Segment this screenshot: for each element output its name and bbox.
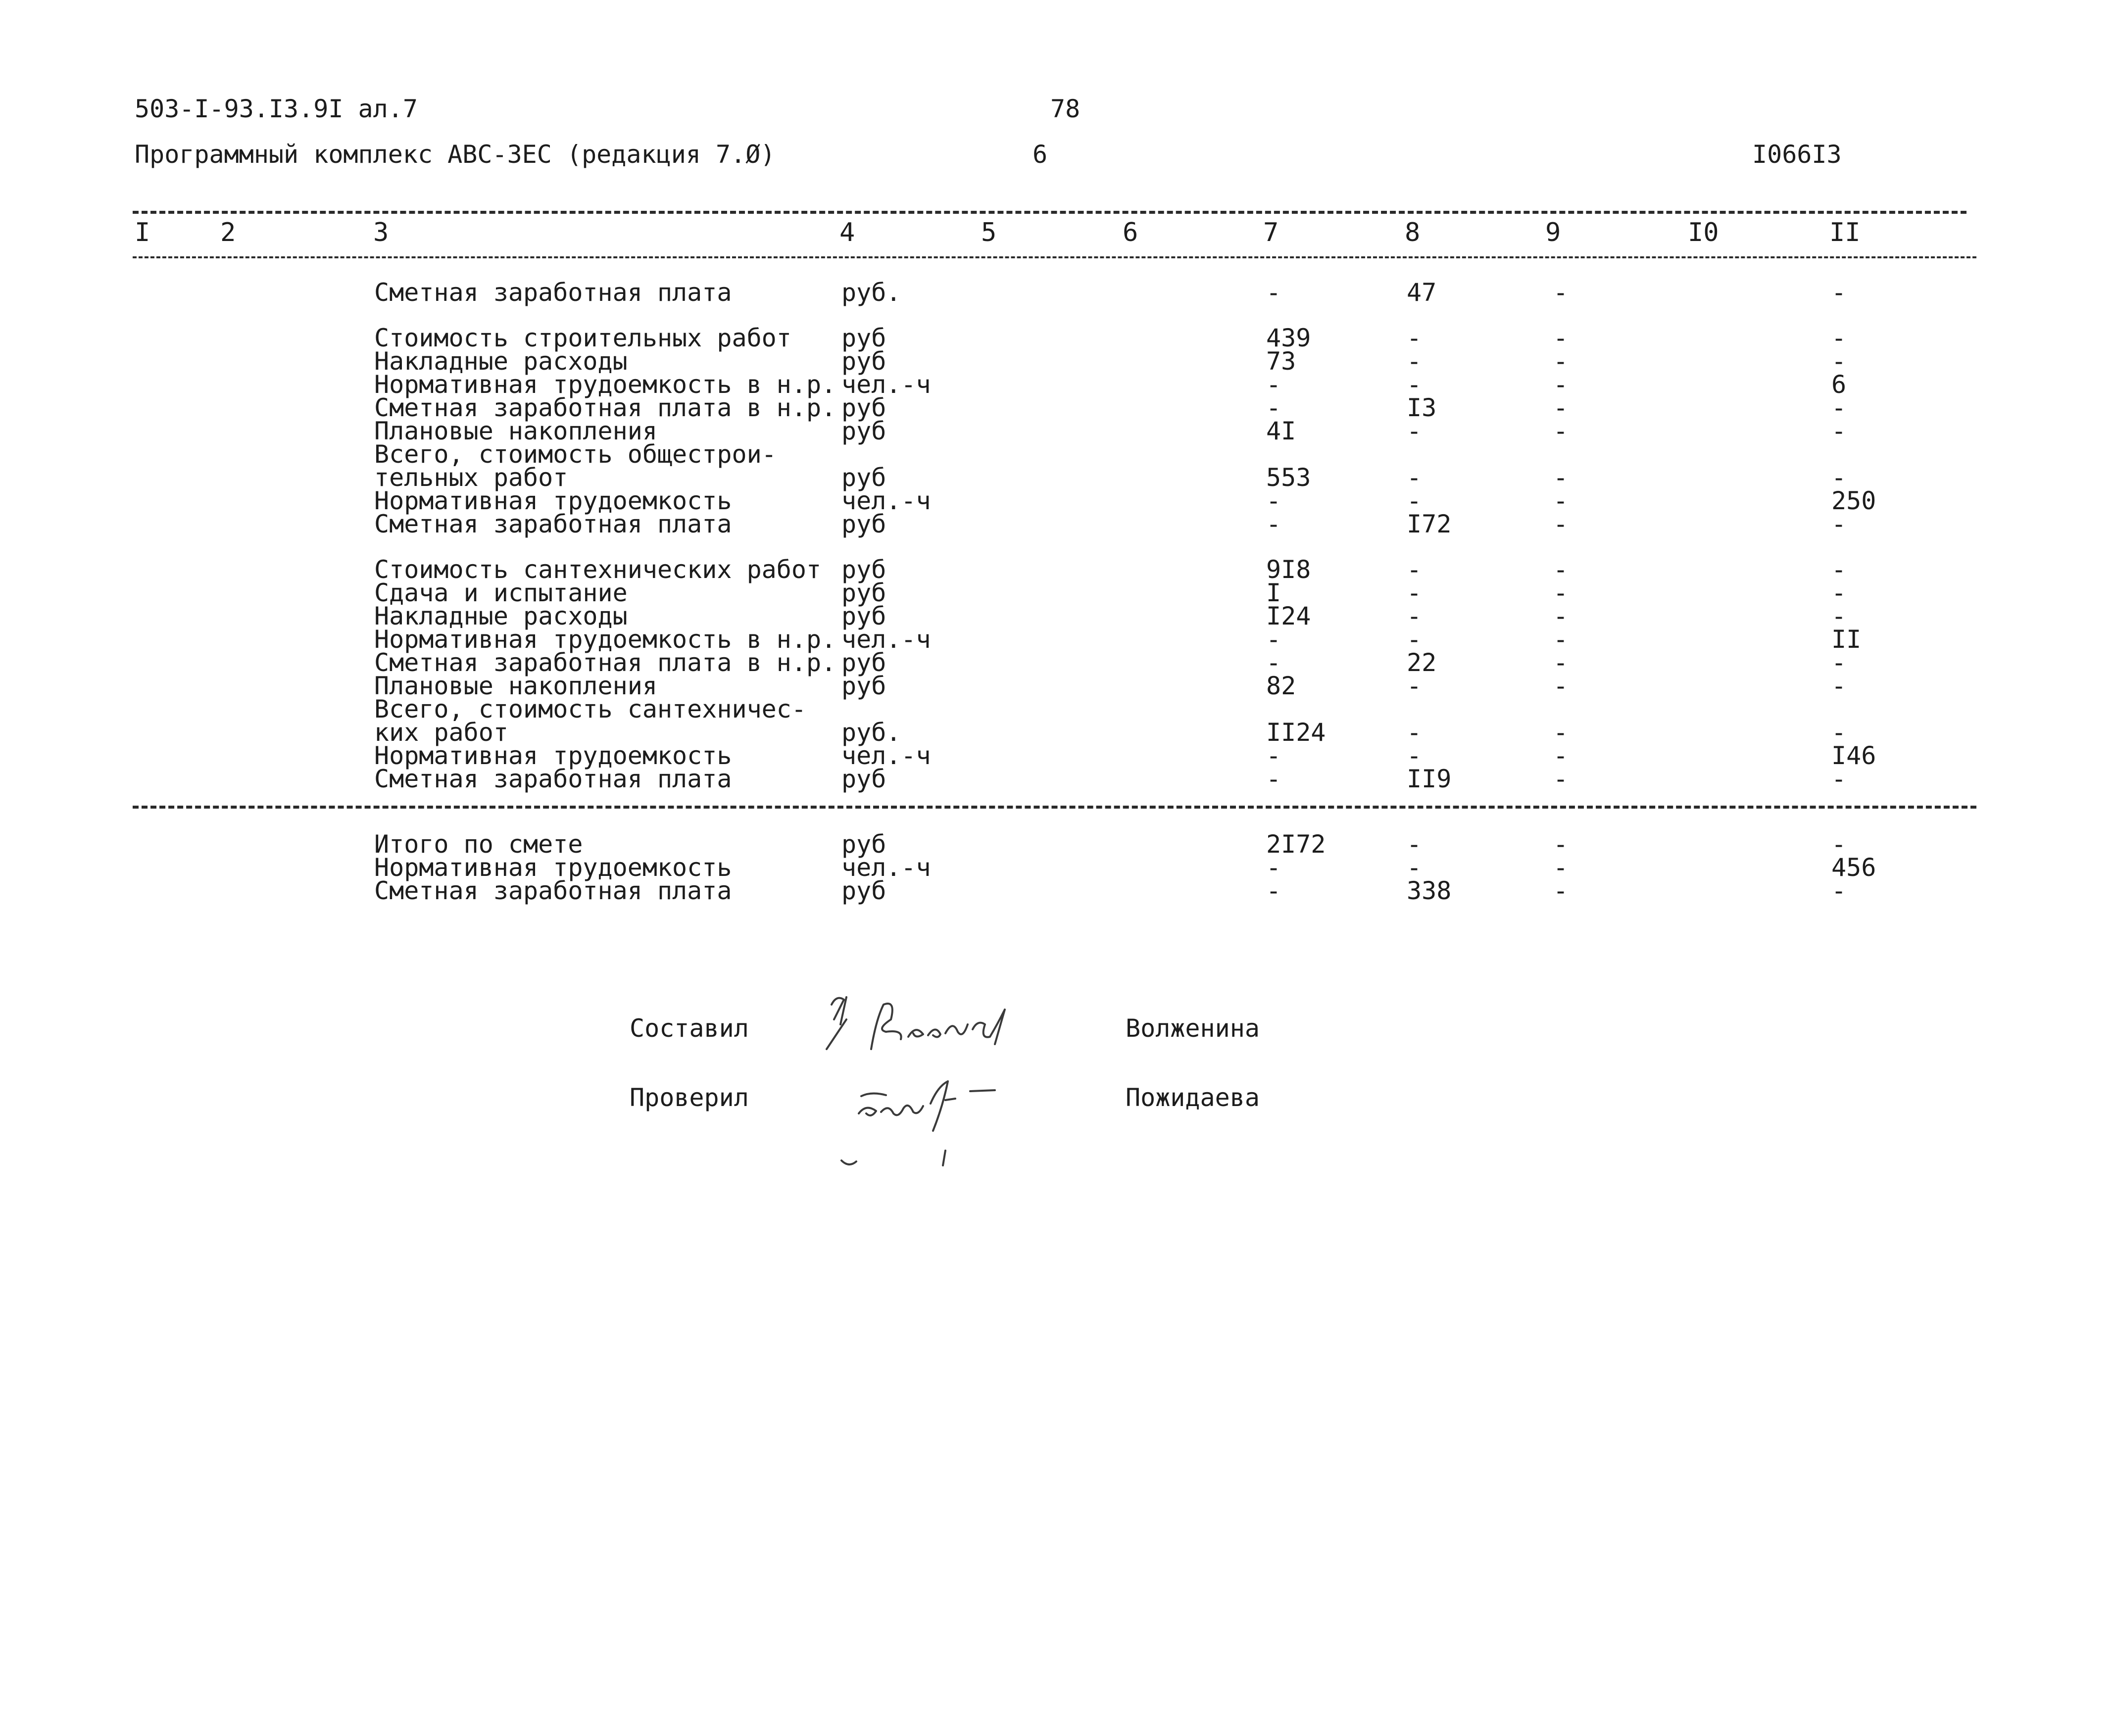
cell-col8: I72 — [1407, 510, 1452, 538]
column-number-7: 7 — [1263, 218, 1279, 247]
row-unit: руб — [841, 324, 886, 352]
cell-col11: - — [1831, 463, 1847, 492]
cell-col8: - — [1407, 463, 1422, 492]
row-unit: руб — [841, 648, 886, 677]
cell-col9: - — [1553, 741, 1569, 770]
column-number-8: 8 — [1405, 218, 1421, 247]
row-name: Плановые накопления — [374, 672, 657, 700]
sheet-number: 6 — [1032, 140, 1048, 169]
row-name: Нормативная трудоемкость в н.р. — [374, 625, 836, 654]
row-unit: руб — [841, 579, 886, 607]
row-name: Накладные расходы — [374, 347, 628, 376]
table-row — [0, 602, 2114, 630]
cell-col9: - — [1553, 579, 1569, 607]
cell-col8: - — [1407, 625, 1422, 654]
cell-col7: - — [1266, 370, 1281, 399]
cell-col11: - — [1831, 672, 1847, 700]
table-row — [0, 555, 2114, 584]
cell-col11: 250 — [1831, 486, 1876, 515]
table-row — [0, 440, 2114, 469]
row-name: Сметная заработная плата в н.р. — [374, 393, 836, 422]
compiled-label: Составил — [630, 1014, 749, 1043]
row-unit: чел.-ч — [841, 370, 931, 399]
table-row — [0, 672, 2114, 700]
row-name: Сметная заработная плата в н.р. — [374, 648, 836, 677]
row-unit: руб — [841, 463, 886, 492]
cell-col9: - — [1553, 393, 1569, 422]
cell-col8: 338 — [1407, 876, 1452, 905]
cell-col8: - — [1407, 830, 1422, 859]
cell-col11: - — [1831, 347, 1847, 376]
header-bottom-rule — [133, 256, 1976, 258]
cell-col7: - — [1266, 648, 1281, 677]
row-name: Стоимость строительных работ — [374, 324, 791, 352]
row-unit: руб. — [841, 278, 901, 307]
cell-col9: - — [1553, 672, 1569, 700]
table-row — [0, 347, 2114, 376]
row-name: Сметная заработная плата — [374, 876, 732, 905]
table-row — [0, 581, 2114, 605]
cell-col7: 82 — [1266, 672, 1296, 700]
cell-col7: 553 — [1266, 463, 1311, 492]
total-separator-rule — [133, 806, 1976, 809]
cell-col8: 47 — [1407, 278, 1437, 307]
row-name: Сметная заработная плата — [374, 765, 732, 793]
column-number-9: 9 — [1545, 218, 1561, 247]
cell-col7: 4I — [1266, 417, 1296, 445]
cell-col7: 9I8 — [1266, 555, 1311, 584]
table-row — [0, 370, 2114, 399]
row-name: Всего, стоимость общестрои- — [374, 440, 777, 469]
cell-col9: - — [1553, 625, 1569, 654]
table-row — [0, 393, 2114, 422]
handwritten-signature-checked — [832, 1076, 1020, 1175]
row-unit: руб — [841, 347, 886, 376]
program-title: Программный комплекс АВС-3ЕС (редакция 7.Ø) — [135, 140, 776, 169]
cell-col8: - — [1407, 417, 1422, 445]
cell-col7: I — [1266, 579, 1281, 607]
cell-col8: - — [1407, 324, 1422, 352]
document-id: I066I3 — [1752, 140, 1842, 169]
row-unit: руб — [841, 417, 886, 445]
cell-col11: - — [1831, 579, 1847, 607]
cell-col7: - — [1266, 853, 1281, 882]
row-unit: руб — [841, 510, 886, 538]
row-unit: чел.-ч — [841, 853, 931, 882]
cell-col7: - — [1266, 510, 1281, 538]
cell-col9: - — [1553, 278, 1569, 307]
table-row — [0, 486, 2114, 515]
row-unit: руб — [841, 555, 886, 584]
row-name: Итого по смете — [374, 830, 583, 859]
cell-col11: II — [1831, 625, 1862, 654]
cell-col9: - — [1553, 463, 1569, 492]
row-unit: чел.-ч — [841, 486, 931, 515]
cell-col7: - — [1266, 625, 1281, 654]
cell-col8: - — [1407, 370, 1422, 399]
cell-col11: - — [1831, 278, 1847, 307]
cell-col7: - — [1266, 486, 1281, 515]
cell-col9: - — [1553, 648, 1569, 677]
cell-col8: - — [1407, 579, 1422, 607]
row-name: Нормативная трудоемкость — [374, 853, 732, 882]
cell-col11: - — [1831, 765, 1847, 793]
cell-col9: - — [1553, 347, 1569, 376]
cell-col9: - — [1553, 718, 1569, 747]
table-row — [0, 463, 2114, 492]
handwritten-signature-compiled — [817, 990, 1025, 1064]
cell-col9: - — [1553, 417, 1569, 445]
cell-col9: - — [1553, 602, 1569, 630]
cell-col9: - — [1553, 324, 1569, 352]
row-unit: руб — [841, 672, 886, 700]
cell-col8: II9 — [1407, 765, 1452, 793]
cell-col8: - — [1407, 555, 1422, 584]
cell-col9: - — [1553, 370, 1569, 399]
table-row — [0, 718, 2114, 747]
cell-col9: - — [1553, 555, 1569, 584]
cell-col8: - — [1407, 741, 1422, 770]
row-unit: чел.-ч — [841, 625, 931, 654]
row-name: ких работ — [374, 718, 508, 747]
compiled-name: Волженина — [1126, 1014, 1260, 1043]
cell-col11: - — [1831, 876, 1847, 905]
table-row — [0, 695, 2114, 723]
row-unit: руб — [841, 602, 886, 630]
cell-col9: - — [1553, 853, 1569, 882]
cell-col7: 73 — [1266, 347, 1296, 376]
row-unit: руб. — [841, 718, 901, 747]
cell-col11: 456 — [1831, 853, 1876, 882]
cell-col8: I3 — [1407, 393, 1437, 422]
row-unit: руб — [841, 765, 886, 793]
checked-label: Проверил — [630, 1083, 749, 1112]
table-row — [0, 417, 2114, 445]
cell-col8: - — [1407, 853, 1422, 882]
cell-col8: - — [1407, 602, 1422, 630]
cell-col9: - — [1553, 486, 1569, 515]
row-name: Сметная заработная плата — [374, 510, 732, 538]
cell-col8: - — [1407, 672, 1422, 700]
cell-col11: - — [1831, 555, 1847, 584]
cell-col8: - — [1407, 718, 1422, 747]
row-unit: чел.-ч — [841, 741, 931, 770]
cell-col11: - — [1831, 648, 1847, 677]
table-row — [0, 741, 2114, 770]
table-row — [0, 765, 2114, 793]
cell-col7: - — [1266, 876, 1281, 905]
cell-col9: - — [1553, 830, 1569, 859]
cell-col11: I46 — [1831, 741, 1876, 770]
cell-col8: 22 — [1407, 648, 1437, 677]
row-name: Сметная заработная плата — [374, 278, 732, 307]
table-row — [0, 648, 2114, 677]
document-code: 503-I-93.I3.9I ал.7 — [135, 95, 418, 123]
row-unit: руб — [841, 393, 886, 422]
row-name: Плановые накопления — [374, 417, 657, 445]
row-name: Сдача и испытание — [374, 579, 628, 607]
cell-col7: 2I72 — [1266, 830, 1326, 859]
cell-col11: - — [1831, 417, 1847, 445]
cell-col11: - — [1831, 324, 1847, 352]
column-number-10: I0 — [1688, 218, 1719, 247]
cell-col8: - — [1407, 486, 1422, 515]
column-number-2: 2 — [220, 218, 236, 247]
table-row — [0, 324, 2114, 352]
table-row — [0, 510, 2114, 538]
cell-col7: - — [1266, 765, 1281, 793]
table-row — [0, 876, 2114, 905]
row-name: Нормативная трудоемкость — [374, 741, 732, 770]
cell-col11: - — [1831, 510, 1847, 538]
row-name: Накладные расходы — [374, 602, 628, 630]
cell-col11: 6 — [1831, 370, 1847, 399]
cell-col11: - — [1831, 830, 1847, 859]
cell-col11: - — [1831, 393, 1847, 422]
table-top-rule — [133, 211, 1967, 214]
row-name: Стоимость сантехнических работ — [374, 555, 822, 584]
table-row — [0, 853, 2114, 882]
table-row — [0, 278, 2114, 307]
row-unit: руб — [841, 876, 886, 905]
cell-col7: I24 — [1266, 602, 1311, 630]
cell-col9: - — [1553, 765, 1569, 793]
page-number: 78 — [1050, 95, 1081, 123]
cell-col9: - — [1553, 510, 1569, 538]
column-number-1: I — [135, 218, 150, 247]
table-row — [0, 625, 2114, 654]
column-number-3: 3 — [373, 218, 389, 247]
cell-col7: II24 — [1266, 718, 1326, 747]
column-number-6: 6 — [1123, 218, 1138, 247]
cell-col7: 439 — [1266, 324, 1311, 352]
cell-col7: - — [1266, 393, 1281, 422]
column-number-11: II — [1829, 218, 1861, 247]
cell-col7: - — [1266, 278, 1281, 307]
row-name: Всего, стоимость сантехничес- — [374, 695, 806, 723]
row-unit: руб — [841, 830, 886, 859]
row-name: Нормативная трудоемкость — [374, 486, 732, 515]
cell-col8: - — [1407, 347, 1422, 376]
cell-col9: - — [1553, 876, 1569, 905]
column-number-4: 4 — [839, 218, 855, 247]
cell-col11: - — [1831, 602, 1847, 630]
column-number-5: 5 — [981, 218, 997, 247]
checked-name: Пожидаева — [1126, 1083, 1260, 1112]
cell-col7: - — [1266, 741, 1281, 770]
cell-col11: - — [1831, 718, 1847, 747]
table-row — [0, 830, 2114, 859]
row-name: Нормативная трудоемкость в н.р. — [374, 370, 836, 399]
row-name: тельных работ — [374, 463, 568, 492]
